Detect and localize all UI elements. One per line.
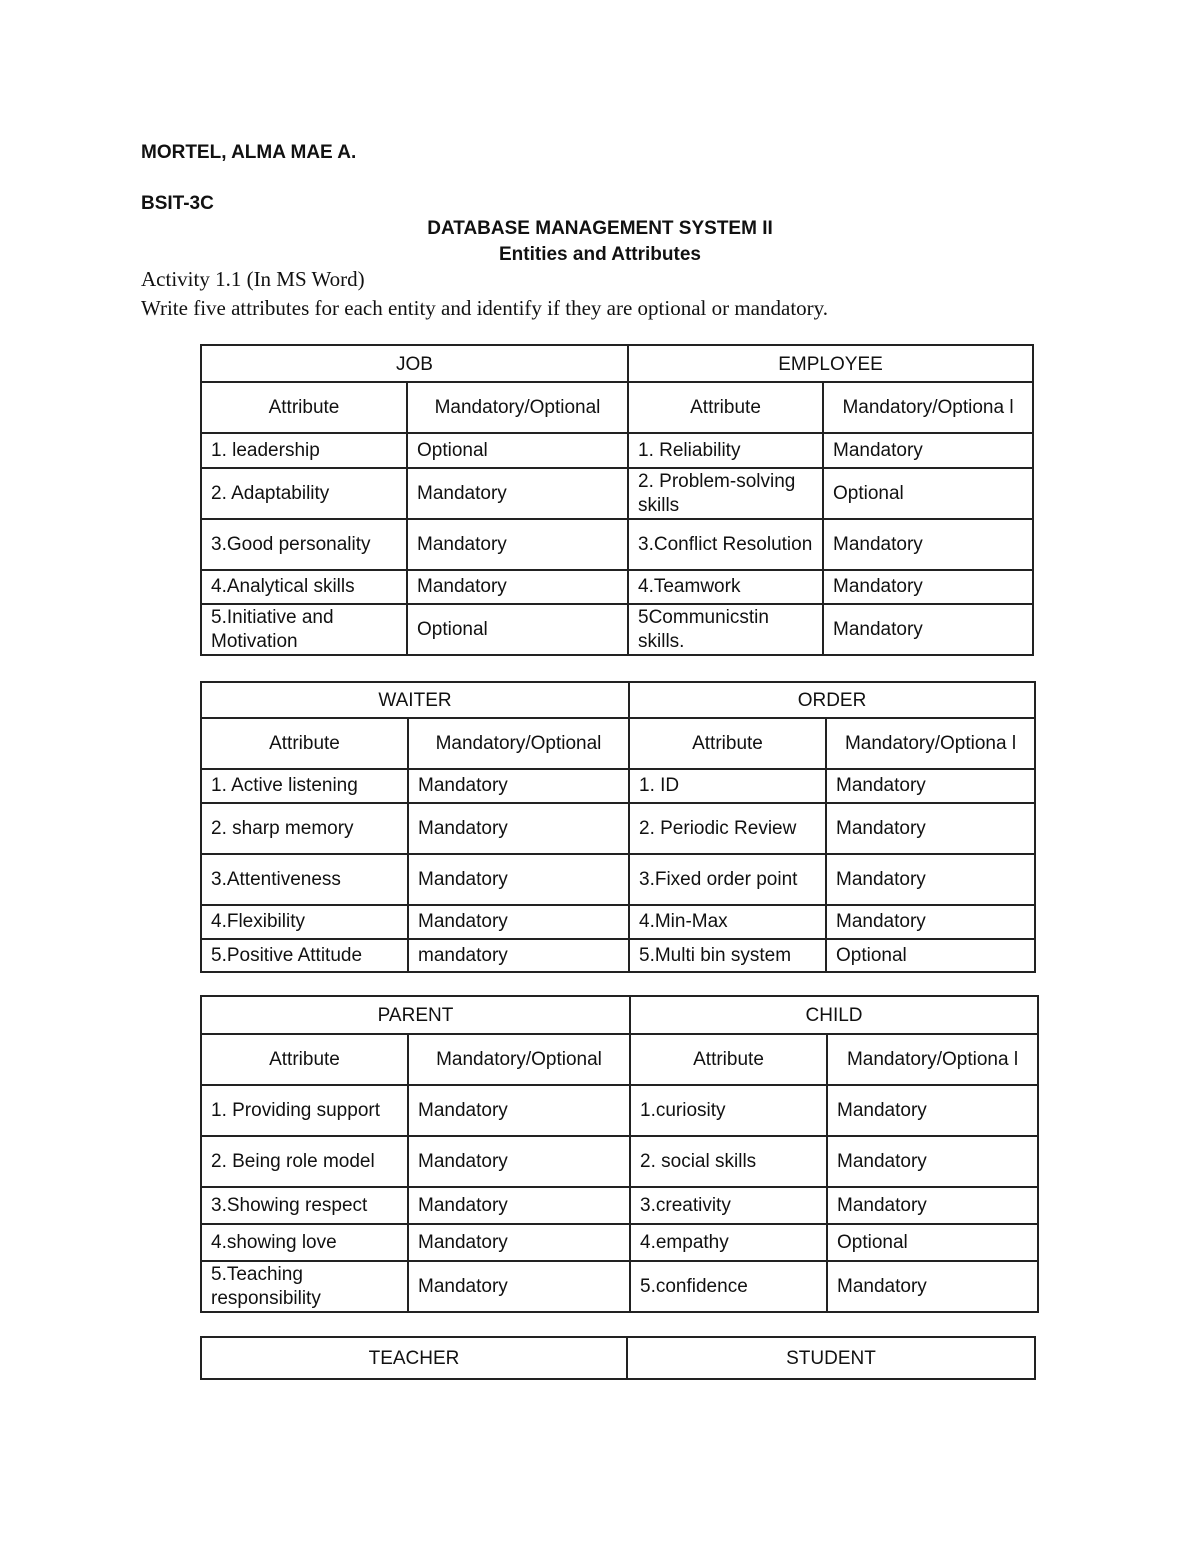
column-header: Attribute	[201, 1034, 408, 1085]
column-header: Attribute	[628, 382, 823, 433]
document-subtitle: Entities and Attributes	[499, 244, 701, 265]
attribute-cell: 2. Problem-solving skills	[628, 468, 823, 519]
entity-table-waiter-order	[200, 681, 1036, 973]
status-cell: Mandatory	[408, 803, 629, 854]
status-cell: Optional	[407, 433, 628, 468]
status-cell: Mandatory	[408, 905, 629, 939]
entity-table-job-employee	[200, 344, 1034, 656]
column-header: Mandatory/Optional	[408, 1034, 630, 1085]
status-cell: Mandatory	[407, 468, 628, 519]
table-row	[201, 769, 1035, 803]
status-cell: Mandatory	[823, 519, 1033, 570]
status-cell: Mandatory	[408, 769, 629, 803]
entity-header: CHILD	[630, 996, 1038, 1034]
table-row	[201, 1187, 1038, 1224]
table-row	[201, 519, 1033, 570]
table-row	[201, 1085, 1038, 1136]
attribute-cell: 4.Analytical skills	[201, 570, 407, 604]
status-cell: Mandatory	[408, 1136, 630, 1187]
attribute-cell: 2. Adaptability	[201, 468, 407, 519]
status-cell: Mandatory	[408, 854, 629, 905]
attribute-cell: 1. Reliability	[628, 433, 823, 468]
entity-header: EMPLOYEE	[628, 345, 1033, 382]
status-cell: Optional	[827, 1224, 1038, 1261]
status-cell: Mandatory	[408, 1224, 630, 1261]
attribute-cell: 5.Teaching responsibility	[201, 1261, 408, 1312]
column-header: Mandatory/Optional	[408, 718, 629, 769]
course-title: DATABASE MANAGEMENT SYSTEM II	[427, 218, 773, 239]
entity-table-teacher-student	[200, 1336, 1036, 1380]
instructions-text: Write five attributes for each entity and identify if they are optional or mandatory.	[141, 296, 829, 320]
column-header: Attribute	[201, 382, 407, 433]
status-cell: Mandatory	[826, 769, 1035, 803]
attribute-cell: 1.curiosity	[630, 1085, 827, 1136]
attribute-cell: 3.creativity	[630, 1187, 827, 1224]
attribute-cell: 3.Fixed order point	[629, 854, 826, 905]
status-cell: Mandatory	[826, 803, 1035, 854]
attribute-cell: 2. Periodic Review	[629, 803, 826, 854]
column-header: Mandatory/Optiona l	[823, 382, 1033, 433]
activity-label: Activity 1.1 (In MS Word)	[141, 267, 365, 291]
attribute-cell: 4.showing love	[201, 1224, 408, 1261]
attribute-cell: 5.Positive Attitude	[201, 939, 408, 972]
entity-header: TEACHER	[201, 1337, 627, 1379]
status-cell: Mandatory	[408, 1187, 630, 1224]
table-row	[201, 468, 1033, 519]
attribute-cell: 1. ID	[629, 769, 826, 803]
attribute-cell: 2. sharp memory	[201, 803, 408, 854]
entity-header: WAITER	[201, 682, 629, 718]
attribute-cell: 3.Conflict Resolution	[628, 519, 823, 570]
status-cell: Mandatory	[826, 905, 1035, 939]
table-row	[201, 854, 1035, 905]
status-cell: Optional	[826, 939, 1035, 972]
column-header: Mandatory/Optional	[407, 382, 628, 433]
table-row	[201, 1136, 1038, 1187]
attribute-cell: 4.empathy	[630, 1224, 827, 1261]
status-cell: Mandatory	[823, 604, 1033, 655]
status-cell: Mandatory	[823, 570, 1033, 604]
table-row	[201, 939, 1035, 972]
attribute-cell: 4.Min-Max	[629, 905, 826, 939]
table-row	[201, 803, 1035, 854]
table-row	[201, 433, 1033, 468]
status-cell: Mandatory	[827, 1187, 1038, 1224]
table-row	[201, 1261, 1038, 1312]
column-header: Attribute	[630, 1034, 827, 1085]
table-row	[201, 604, 1033, 655]
table-row	[201, 1224, 1038, 1261]
entity-table-parent-child	[200, 995, 1039, 1313]
status-cell: Mandatory	[407, 570, 628, 604]
attribute-cell: 4.Teamwork	[628, 570, 823, 604]
table-row	[201, 905, 1035, 939]
entity-header: ORDER	[629, 682, 1035, 718]
attribute-cell: 3.Showing respect	[201, 1187, 408, 1224]
class-section: BSIT-3C	[141, 193, 214, 214]
attribute-cell: 1. leadership	[201, 433, 407, 468]
attribute-cell: 5.Multi bin system	[629, 939, 826, 972]
status-cell: Optional	[823, 468, 1033, 519]
entity-header: JOB	[201, 345, 628, 382]
status-cell: Mandatory	[408, 1085, 630, 1136]
attribute-cell: 4.Flexibility	[201, 905, 408, 939]
status-cell: Mandatory	[823, 433, 1033, 468]
status-cell: Mandatory	[407, 519, 628, 570]
attribute-cell: 1. Active listening	[201, 769, 408, 803]
status-cell: Mandatory	[826, 854, 1035, 905]
entity-header: PARENT	[201, 996, 630, 1034]
status-cell: Mandatory	[827, 1136, 1038, 1187]
status-cell: Optional	[407, 604, 628, 655]
author-name: MORTEL, ALMA MAE A.	[141, 142, 357, 163]
status-cell: Mandatory	[827, 1085, 1038, 1136]
attribute-cell: 2. Being role model	[201, 1136, 408, 1187]
table-row	[201, 570, 1033, 604]
entity-header: STUDENT	[627, 1337, 1035, 1379]
attribute-cell: 2. social skills	[630, 1136, 827, 1187]
column-header: Mandatory/Optiona l	[827, 1034, 1038, 1085]
column-header: Attribute	[201, 718, 408, 769]
status-cell: mandatory	[408, 939, 629, 972]
attribute-cell: 3.Good personality	[201, 519, 407, 570]
status-cell: Mandatory	[408, 1261, 630, 1312]
attribute-cell: 3.Attentiveness	[201, 854, 408, 905]
attribute-cell: 5.Initiative and Motivation	[201, 604, 407, 655]
attribute-cell: 5Communicstin skills.	[628, 604, 823, 655]
column-header: Attribute	[629, 718, 826, 769]
status-cell: Mandatory	[827, 1261, 1038, 1312]
column-header: Mandatory/Optiona l	[826, 718, 1035, 769]
attribute-cell: 1. Providing support	[201, 1085, 408, 1136]
attribute-cell: 5.confidence	[630, 1261, 827, 1312]
